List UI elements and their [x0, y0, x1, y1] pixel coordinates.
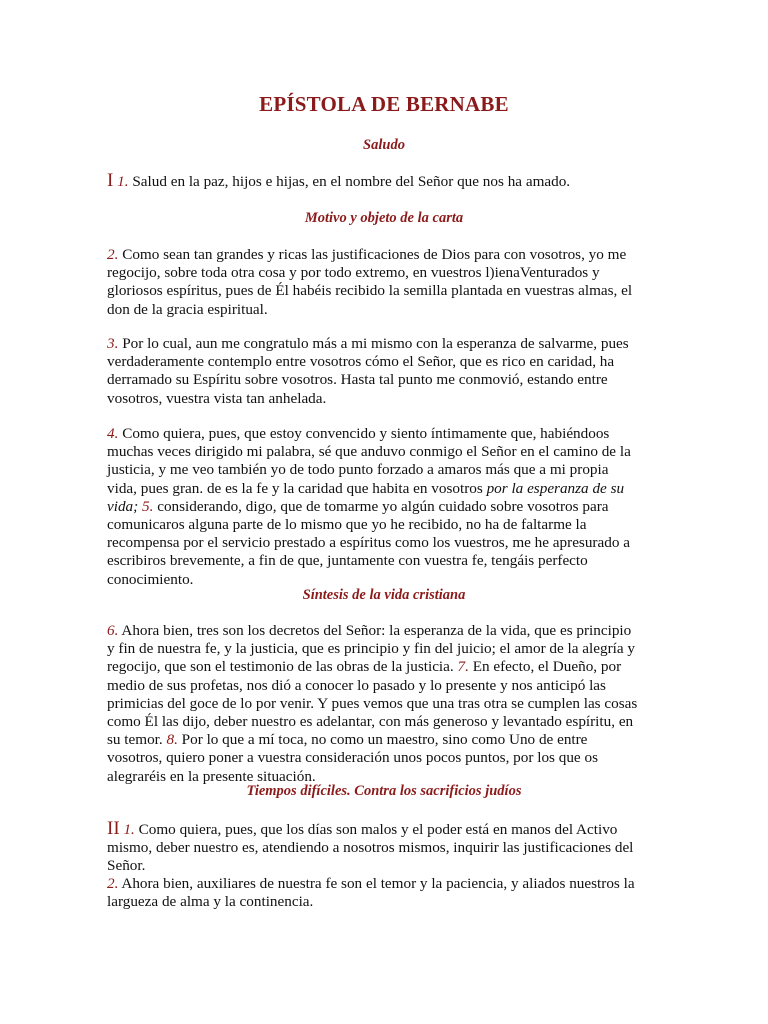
verse-number: 4. [107, 425, 119, 442]
paragraph-text: Como sean tan grandes y ricas las justificaciones de Dios para con vosotros, yo me regocijo, sobre toda otra cosa y por todo extremo, en vuestros l)ienaVenturados y gloriosos espíritus, pues de Él habéis recibido la semilla plantada en vuestras almas, el don de la gracia espiritual. [107, 246, 633, 318]
verse-number: 7. [453, 658, 469, 676]
verse-number: 2. [107, 246, 119, 263]
section-heading-saludo: Saludo [363, 137, 405, 153]
verse-number: 1. [117, 173, 129, 190]
paragraph-text: Por lo que a mí toca, no como un maestro, sino como Uno de entre vosotros, quiero poner a vuestra consideración unos pocos puntos, por los que os alegraréis en la presente situación. [107, 731, 598, 785]
verse-number: 1. [123, 821, 135, 838]
chapter-number: I [107, 170, 114, 191]
chapter-number: II [107, 818, 120, 839]
document-title: EPÍSTOLA DE BERNABE [259, 92, 509, 116]
paragraph-text: Como quiera, pues, que estoy convencido y siento íntimamente que, habiéndoos muchas veces dirigido mi palabra, sé que anduvo conmigo el Señor en el camino de la justicia, y me veo también yo de todo punto forzado a amaros más que a mi propia vida, pues gran. de es la fe y la caridad que habita en vosotros [107, 425, 631, 497]
verse-number: 2. [107, 875, 119, 892]
paragraph-text: Como quiera, pues, que los días son malos y el poder está en manos del Activo mismo, deber nuestro es, atendiendo a nosotros mismos, inquirir las justificaciones del Señor. [107, 821, 634, 875]
paragraph-2-2 [107, 875, 639, 911]
section-heading-tiempos: Tiempos difíciles. Contra los sacrificios judíos [246, 783, 522, 799]
verse-number: 3. [107, 335, 119, 352]
paragraph-2-1 [107, 820, 639, 876]
verse-number: 6. [107, 622, 119, 639]
paragraph-1-4 [107, 425, 639, 589]
paragraph-text: Ahora bien, auxiliares de nuestra fe son el temor y la paciencia, y aliados nuestros la largueza de alma y la continencia. [107, 875, 635, 911]
paragraph-1-2 [107, 246, 639, 319]
paragraph-1-3 [107, 335, 639, 408]
paragraph-text: En efecto, el Dueño, por medio de sus profetas, nos dió a conocer lo pasado y lo presente y nos anticipó las primicias del goce de lo por venir. Y pues vemos que una tras otra se cumplen las cosas como Él las dijo, deber nuestro es adelantar, con más generoso y levantado espíritu, en su temor. [107, 658, 638, 749]
paragraph-text: Por lo cual, aun me congratulo más a mi mismo con la esperanza de salvarme, pues verdaderamente contemplo entre vosotros cómo el Señor, que es rico en caridad, ha derramado su Espíritu sobre vosotros. Hasta tal punto me conmovió, estando entre vosotros, vuestra vista tan anhelada. [107, 335, 629, 407]
paragraph-1-6 [107, 622, 639, 786]
paragraph-1-1 [107, 172, 639, 191]
paragraph-text: considerando, digo, que de tomarme yo algún cuidado sobre vosotros para comunicaros alguna parte de lo mismo que yo he recibido, no ha de faltarme la recompensa por el servicio prestado a espíritus como los vuestros, me he apresurado a escribiros brevemente, a fin de que, juntamente con vuestra fe, tengáis perfecto conocimiento. [107, 497, 630, 588]
paragraph-text: Salud en la paz, hijos e hijas, en el nombre del Señor que nos ha amado. [128, 173, 571, 190]
verse-number: 5. [138, 497, 154, 515]
verse-number: 8. [162, 731, 178, 749]
italic-phrase: por la esperanza de su vida; [107, 479, 625, 515]
section-heading-motivo: Motivo y objeto de la carta [304, 210, 464, 226]
paragraph-text: Ahora bien, tres son los decretos del Señor: la esperanza de la vida, que es principio y fin de nuestra fe, y la justicia, que es principio y fin del juicio; el amor de la alegría y regocijo, que son el testimonio de las obras de la justicia. [107, 622, 636, 676]
section-heading-sintesis: Síntesis de la vida cristiana [302, 587, 466, 603]
